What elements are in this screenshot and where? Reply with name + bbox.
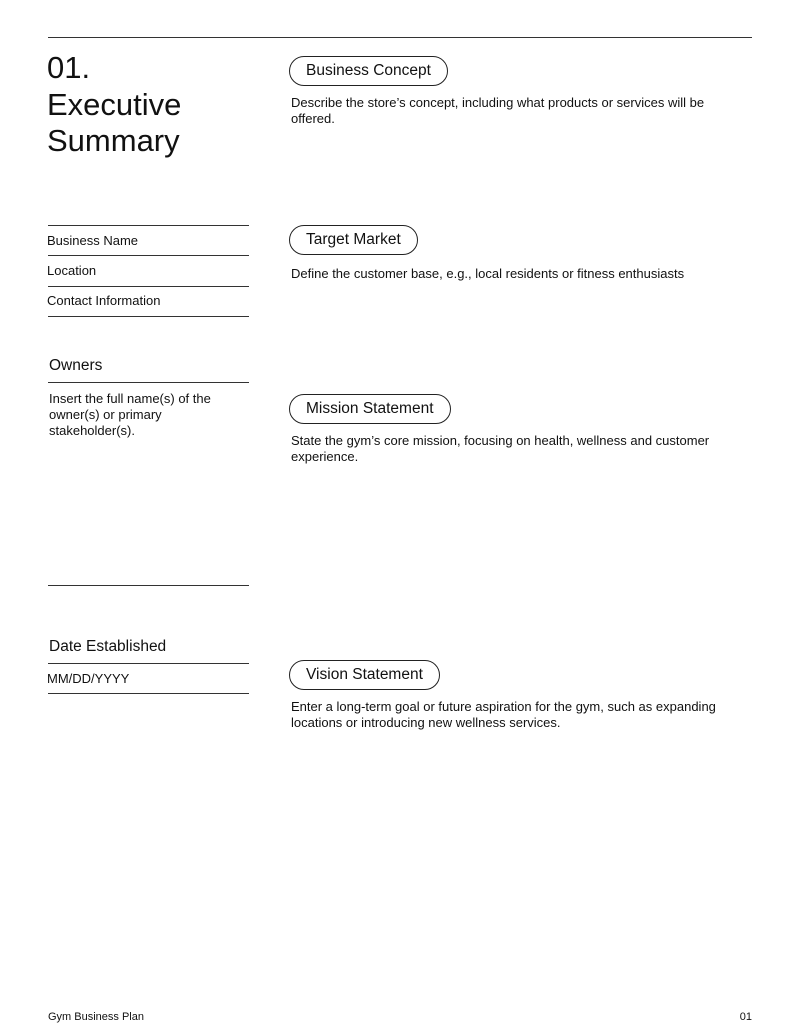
divider (48, 663, 249, 664)
mission-statement-heading: Mission Statement (289, 394, 451, 424)
section-title-line1: Executive (47, 86, 182, 122)
target-market-description[interactable]: Define the customer base, e.g., local residents or fitness enthusiasts (291, 266, 685, 281)
footer-page-number: 01 (739, 1011, 752, 1023)
location-field[interactable]: Location (47, 263, 97, 278)
vision-statement-heading: Vision Statement (289, 660, 440, 690)
divider (48, 316, 249, 317)
divider (48, 286, 249, 287)
vision-statement-description[interactable]: Enter a long-term goal or future aspiration for the gym, such as expanding locations or introducing new wellness services. (291, 699, 716, 730)
divider (48, 382, 249, 383)
divider (48, 585, 249, 586)
owners-label: Owners (49, 357, 103, 374)
target-market-heading: Target Market (289, 225, 418, 255)
divider (48, 255, 249, 256)
section-number: 01. (47, 50, 91, 85)
date-established-field[interactable]: MM/DD/YYYY (47, 671, 130, 686)
date-established-label: Date Established (49, 638, 167, 655)
owners-description[interactable]: Insert the full name(s) of the owner(s) or primary stakeholder(s). (49, 391, 211, 438)
mission-statement-description[interactable]: State the gym’s core mission, focusing on health, wellness and customer experience. (291, 433, 710, 464)
divider (48, 693, 249, 694)
business-name-field[interactable]: Business Name (47, 233, 139, 248)
business-concept-heading: Business Concept (289, 56, 448, 86)
contact-information-field[interactable]: Contact Information (47, 293, 161, 308)
section-title (47, 50, 181, 160)
business-concept-description[interactable]: Describe the store’s concept, including what products or services will be offered. (291, 95, 705, 126)
footer-document-title: Gym Business Plan (48, 1011, 144, 1023)
divider (48, 225, 249, 226)
section-title-line2: Summary (47, 123, 180, 158)
top-rule (48, 37, 752, 38)
